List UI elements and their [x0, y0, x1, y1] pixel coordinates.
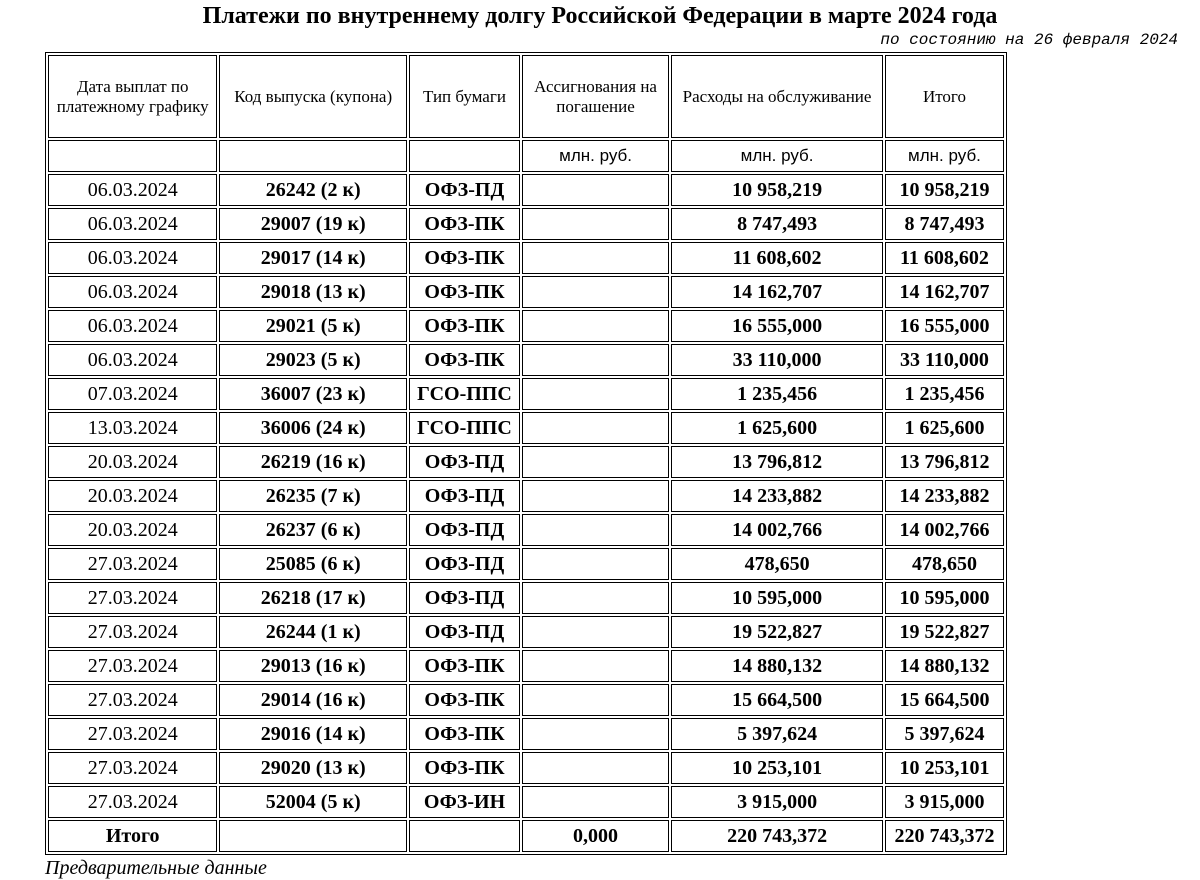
cell-redemption: [522, 208, 669, 240]
units-total: млн. руб.: [885, 140, 1004, 172]
cell-code: 52004 (5 к): [219, 786, 407, 818]
cell-type: ОФЗ-ПК: [409, 276, 520, 308]
cell-total: 10 253,101: [885, 752, 1004, 784]
cell-redemption: [522, 276, 669, 308]
cell-service: 10 958,219: [671, 174, 883, 206]
cell-redemption: [522, 616, 669, 648]
table-row: [48, 684, 1004, 716]
units-cell-empty: [409, 140, 520, 172]
cell-redemption: [522, 752, 669, 784]
cell-total: 16 555,000: [885, 310, 1004, 342]
cell-date: 06.03.2024: [48, 276, 217, 308]
cell-type: ОФЗ-ПК: [409, 684, 520, 716]
table-row: [48, 378, 1004, 410]
cell-date: 20.03.2024: [48, 514, 217, 546]
cell-type: ОФЗ-ПК: [409, 752, 520, 784]
totals-total: 220 743,372: [885, 820, 1004, 852]
cell-code: 26219 (16 к): [219, 446, 407, 478]
cell-type: ОФЗ-ПД: [409, 480, 520, 512]
cell-code: 26218 (17 к): [219, 582, 407, 614]
cell-total: 14 002,766: [885, 514, 1004, 546]
table-row: [48, 174, 1004, 206]
cell-date: 27.03.2024: [48, 548, 217, 580]
table-row: [48, 548, 1004, 580]
cell-code: 29023 (5 к): [219, 344, 407, 376]
totals-empty: [409, 820, 520, 852]
cell-date: 06.03.2024: [48, 242, 217, 274]
cell-code: 29021 (5 к): [219, 310, 407, 342]
cell-date: 27.03.2024: [48, 684, 217, 716]
cell-type: ГСО-ППС: [409, 412, 520, 444]
cell-code: 29007 (19 к): [219, 208, 407, 240]
cell-service: 3 915,000: [671, 786, 883, 818]
cell-total: 33 110,000: [885, 344, 1004, 376]
table-row: [48, 786, 1004, 818]
cell-service: 14 162,707: [671, 276, 883, 308]
cell-date: 06.03.2024: [48, 310, 217, 342]
cell-type: ОФЗ-ПД: [409, 514, 520, 546]
cell-total: 13 796,812: [885, 446, 1004, 478]
cell-redemption: [522, 446, 669, 478]
cell-code: 36006 (24 к): [219, 412, 407, 444]
cell-total: 1 235,456: [885, 378, 1004, 410]
cell-redemption: [522, 650, 669, 682]
cell-redemption: [522, 242, 669, 274]
cell-service: 13 796,812: [671, 446, 883, 478]
totals-row: [48, 820, 1004, 852]
cell-code: 29017 (14 к): [219, 242, 407, 274]
table-row: [48, 752, 1004, 784]
header-row: [48, 55, 1004, 138]
totals-redemption: 0,000: [522, 820, 669, 852]
cell-total: 14 162,707: [885, 276, 1004, 308]
cell-type: ОФЗ-ПД: [409, 548, 520, 580]
units-redemption: млн. руб.: [522, 140, 669, 172]
table-row: [48, 208, 1004, 240]
col-header-code: Код выпуска (купона): [219, 55, 407, 138]
cell-code: 25085 (6 к): [219, 548, 407, 580]
cell-date: 20.03.2024: [48, 480, 217, 512]
cell-code: 29020 (13 к): [219, 752, 407, 784]
cell-redemption: [522, 344, 669, 376]
table-row: [48, 446, 1004, 478]
cell-type: ОФЗ-ПК: [409, 242, 520, 274]
cell-service: 11 608,602: [671, 242, 883, 274]
cell-redemption: [522, 548, 669, 580]
cell-code: 36007 (23 к): [219, 378, 407, 410]
units-row: [48, 140, 1004, 172]
cell-total: 10 958,219: [885, 174, 1004, 206]
cell-type: ОФЗ-ПК: [409, 650, 520, 682]
cell-date: 07.03.2024: [48, 378, 217, 410]
cell-type: ОФЗ-ПК: [409, 344, 520, 376]
cell-service: 10 253,101: [671, 752, 883, 784]
col-header-redemption: Ассигнования на погашение: [522, 55, 669, 138]
cell-service: 16 555,000: [671, 310, 883, 342]
cell-total: 1 625,600: [885, 412, 1004, 444]
cell-date: 27.03.2024: [48, 752, 217, 784]
totals-service: 220 743,372: [671, 820, 883, 852]
cell-date: 27.03.2024: [48, 582, 217, 614]
cell-total: 5 397,624: [885, 718, 1004, 750]
cell-date: 20.03.2024: [48, 446, 217, 478]
cell-redemption: [522, 480, 669, 512]
cell-redemption: [522, 718, 669, 750]
cell-service: 33 110,000: [671, 344, 883, 376]
cell-date: 13.03.2024: [48, 412, 217, 444]
table-row: [48, 616, 1004, 648]
cell-code: 26235 (7 к): [219, 480, 407, 512]
table-row: [48, 650, 1004, 682]
cell-redemption: [522, 412, 669, 444]
cell-service: 1 625,600: [671, 412, 883, 444]
cell-service: 478,650: [671, 548, 883, 580]
cell-service: 10 595,000: [671, 582, 883, 614]
units-service: млн. руб.: [671, 140, 883, 172]
cell-redemption: [522, 310, 669, 342]
cell-type: ОФЗ-ПК: [409, 208, 520, 240]
cell-type: ОФЗ-ПД: [409, 582, 520, 614]
cell-code: 29018 (13 к): [219, 276, 407, 308]
cell-service: 14 233,882: [671, 480, 883, 512]
cell-total: 11 608,602: [885, 242, 1004, 274]
cell-redemption: [522, 378, 669, 410]
cell-redemption: [522, 582, 669, 614]
col-header-type: Тип бумаги: [409, 55, 520, 138]
table-row: [48, 310, 1004, 342]
cell-service: 14 880,132: [671, 650, 883, 682]
totals-label: Итого: [48, 820, 217, 852]
cell-redemption: [522, 174, 669, 206]
footnote: Предварительные данные: [45, 857, 267, 879]
cell-total: 14 880,132: [885, 650, 1004, 682]
cell-service: 5 397,624: [671, 718, 883, 750]
cell-total: 14 233,882: [885, 480, 1004, 512]
table-row: [48, 480, 1004, 512]
cell-type: ГСО-ППС: [409, 378, 520, 410]
table-row: [48, 514, 1004, 546]
cell-total: 19 522,827: [885, 616, 1004, 648]
cell-code: 26237 (6 к): [219, 514, 407, 546]
cell-code: 26244 (1 к): [219, 616, 407, 648]
cell-service: 1 235,456: [671, 378, 883, 410]
table-row: [48, 718, 1004, 750]
totals-empty: [219, 820, 407, 852]
cell-code: 29016 (14 к): [219, 718, 407, 750]
debt-payments-table: [45, 52, 1007, 855]
as-of-date: по состоянию на 26 февраля 2024: [880, 31, 1178, 49]
cell-total: 10 595,000: [885, 582, 1004, 614]
table-row: [48, 344, 1004, 376]
cell-total: 8 747,493: [885, 208, 1004, 240]
table-row: [48, 412, 1004, 444]
cell-date: 27.03.2024: [48, 786, 217, 818]
cell-total: 478,650: [885, 548, 1004, 580]
table-row: [48, 276, 1004, 308]
cell-date: 27.03.2024: [48, 718, 217, 750]
table-row: [48, 242, 1004, 274]
cell-redemption: [522, 514, 669, 546]
cell-service: 14 002,766: [671, 514, 883, 546]
cell-service: 19 522,827: [671, 616, 883, 648]
cell-code: 26242 (2 к): [219, 174, 407, 206]
page-title: Платежи по внутреннему долгу Российской Федерации в марте 2024 года: [202, 3, 998, 29]
cell-service: 8 747,493: [671, 208, 883, 240]
cell-total: 15 664,500: [885, 684, 1004, 716]
cell-type: ОФЗ-ПД: [409, 616, 520, 648]
cell-date: 06.03.2024: [48, 344, 217, 376]
units-cell-empty: [219, 140, 407, 172]
units-cell-empty: [48, 140, 217, 172]
cell-date: 06.03.2024: [48, 174, 217, 206]
cell-type: ОФЗ-ПК: [409, 310, 520, 342]
cell-type: ОФЗ-ПК: [409, 718, 520, 750]
table-row: [48, 582, 1004, 614]
col-header-total: Итого: [885, 55, 1004, 138]
cell-date: 27.03.2024: [48, 650, 217, 682]
cell-redemption: [522, 786, 669, 818]
cell-code: 29013 (16 к): [219, 650, 407, 682]
cell-type: ОФЗ-ПД: [409, 446, 520, 478]
col-header-date: Дата выплат по платежному графику: [48, 55, 217, 138]
cell-type: ОФЗ-ПД: [409, 174, 520, 206]
cell-redemption: [522, 684, 669, 716]
cell-date: 06.03.2024: [48, 208, 217, 240]
cell-code: 29014 (16 к): [219, 684, 407, 716]
col-header-service: Расходы на обслуживание: [671, 55, 883, 138]
cell-total: 3 915,000: [885, 786, 1004, 818]
cell-service: 15 664,500: [671, 684, 883, 716]
cell-date: 27.03.2024: [48, 616, 217, 648]
cell-type: ОФЗ-ИН: [409, 786, 520, 818]
